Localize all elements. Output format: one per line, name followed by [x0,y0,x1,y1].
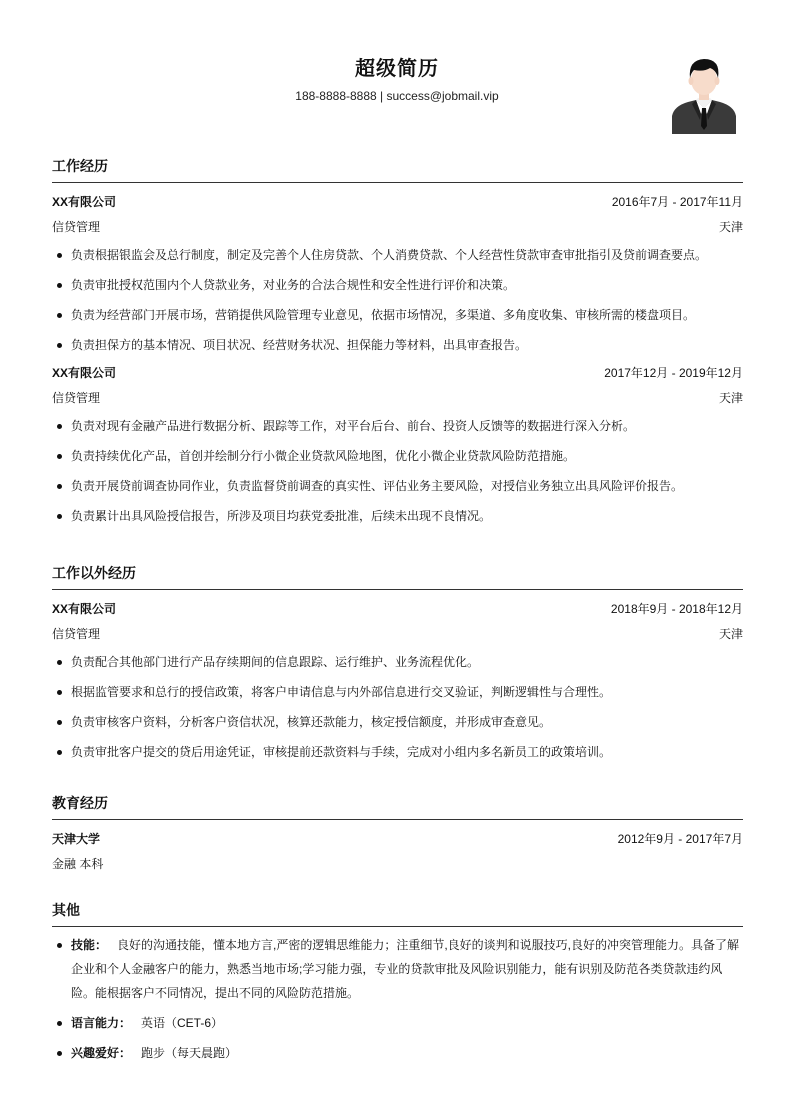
item-label: 语言能力： [71,1016,132,1030]
work-entry [52,364,743,525]
section-divider [52,926,743,927]
role: 信贷管理 [52,391,101,405]
item-label: 技能： [71,938,108,952]
school-name: 天津大学 [52,832,101,846]
role: 信贷管理 [52,220,101,234]
item-text: 英语（CET-6） [141,1016,224,1030]
section-work [52,154,743,525]
section-extra [52,561,743,761]
bullet-item: 负责为经营部门开展市场，营销提供风险管理专业意见，依据市场情况，多渠道、多角度收集、审核所需的楼盘项目。 [52,306,743,324]
bullet-item: 负责配合其他部门进行产品存续期间的信息跟踪、运行维护、业务流程优化。 [52,653,743,671]
section-divider [52,819,743,820]
bullet-item: 负责审批客户提交的贷后用途凭证，审核提前还款资料与手续，完成对小组内多名新员工的政策培训。 [52,743,743,761]
role: 信贷管理 [52,627,101,641]
item-text: 跑步（每天晨跑） [141,1046,238,1060]
bullet-item: 根据监管要求和总行的授信政策，将客户申请信息与内外部信息进行交叉验证，判断逻辑性与合理性。 [52,683,743,701]
other-item-skills [52,933,743,1005]
city: 天津 [718,391,743,405]
bullet-item: 负责审批授权范围内个人贷款业务，对业务的合法合规性和安全性进行评价和决策。 [52,276,743,294]
bullet-item: 负责开展贷前调查协同作业，负责监督贷前调查的真实性、评估业务主要风险，对授信业务独立出具风险评价报告。 [52,477,743,495]
section-title: 工作以外经历 [52,565,136,581]
company-name: XX有限公司 [52,602,117,616]
item-text: 良好的沟通技能，懂本地方言,严密的逻辑思维能力；注重细节,良好的谈判和说服技巧,良好的冲突管理能力。具备了解企业和个人金融客户的能力，熟悉当地市场;学习能力强，专业的贷款审批及风险识别能力，能有识别及防范各类贷款违约风险。能根据客户不同情况，提出不同的风险防范措施。 [71,938,740,1000]
period: 2018年9月 - 2018年12月 [610,602,743,616]
section-title: 其他 [52,902,80,918]
city: 天津 [718,627,743,641]
bullet-item: 负责累计出具风险授信报告，所涉及项目均获党委批准，后续未出现不良情况。 [52,507,743,525]
avatar [670,54,738,134]
section-divider [52,182,743,183]
section-other [52,898,743,1065]
city: 天津 [718,220,743,234]
item-label: 兴趣爱好： [71,1046,132,1060]
extra-entry [52,600,743,761]
bullet-item: 负责根据银监会及总行制度，制定及完善个人住房贷款、个人消费贷款、个人经营性贷款审查审批指引及贷前调查要点。 [52,246,743,264]
period: 2016年7月 - 2017年11月 [611,195,743,209]
resume-name: 超级简历 [355,58,439,80]
company-name: XX有限公司 [52,366,117,380]
section-divider [52,589,743,590]
company-name: XX有限公司 [52,195,117,209]
bullet-item: 负责对现有金融产品进行数据分析、跟踪等工作，对平台后台、前台、投资人反馈等的数据进行深入分析。 [52,417,743,435]
contact-info: 188-8888-8888 | success@jobmail.vip [295,89,499,103]
bullet-item: 负责持续优化产品，首创并绘制分行小微企业贷款风险地图，优化小微企业贷款风险防范措施。 [52,447,743,465]
section-education [52,791,743,873]
major-degree: 金融 本科 [52,857,104,871]
bullet-item: 负责审核客户资料，分析客户资信状况，核算还款能力，核定授信额度，并形成审查意见。 [52,713,743,731]
work-entry [52,193,743,354]
section-title: 教育经历 [52,795,108,811]
other-item-language [52,1011,743,1035]
bullet-item: 负责担保方的基本情况、项目状况、经营财务状况、担保能力等材料，出具审查报告。 [52,336,743,354]
other-item-hobby [52,1041,743,1065]
section-title: 工作经历 [52,158,108,174]
period: 2012年9月 - 2017年7月 [617,832,743,846]
period: 2017年12月 - 2019年12月 [604,366,743,380]
